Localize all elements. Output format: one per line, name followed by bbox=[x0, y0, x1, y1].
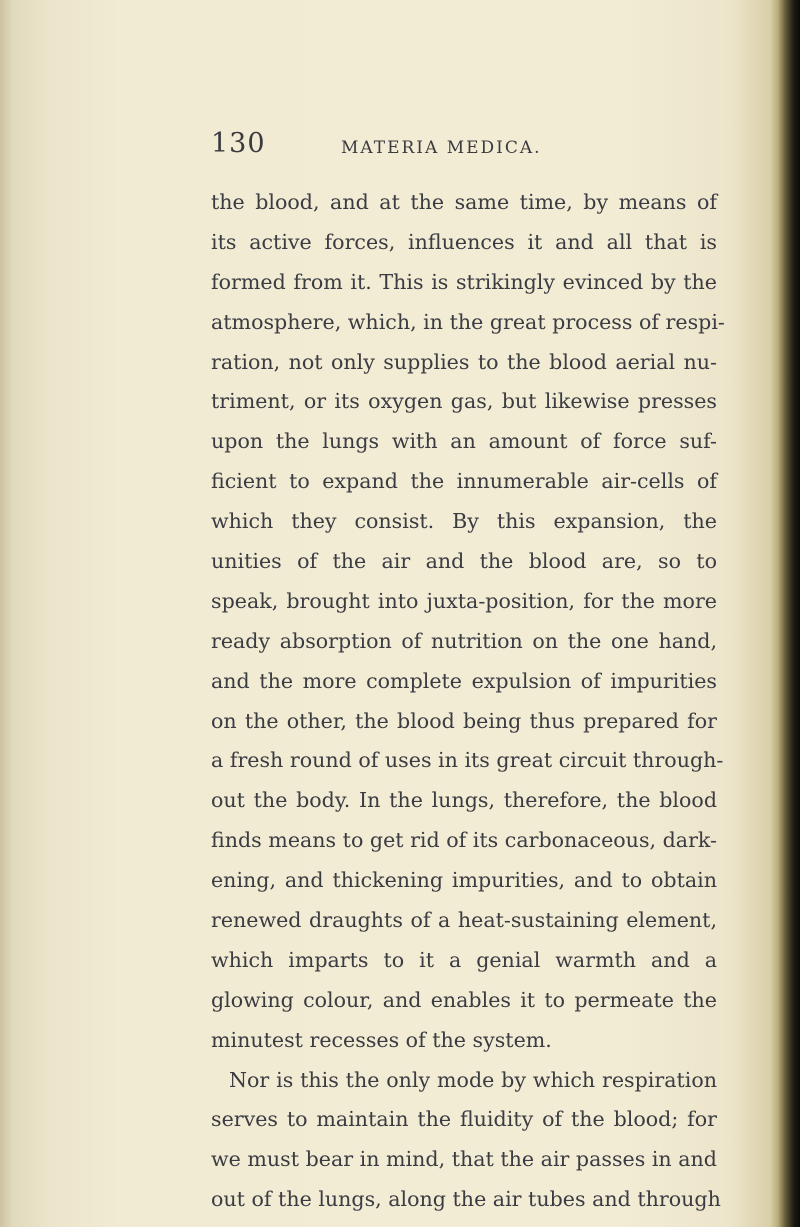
text-line: ficient to expand the innumerable air-cells of bbox=[211, 469, 717, 494]
text-line: atmosphere, which, in the great process of respi- bbox=[211, 309, 725, 334]
text-line: triment, or its oxygen gas, but likewise presses bbox=[211, 389, 717, 414]
text-line: upon the lungs with an amount of force suf- bbox=[211, 429, 717, 454]
text-line: speak, brought into juxta-position, for the more bbox=[211, 588, 717, 613]
running-head: MATERIA MEDICA. bbox=[341, 138, 542, 158]
page-header bbox=[211, 128, 711, 168]
page-edge-shadow bbox=[778, 0, 800, 1227]
text-line: unities of the air and the blood are, so to bbox=[211, 549, 717, 574]
page-number: 130 bbox=[211, 128, 266, 159]
text-line: finds means to get rid of its carbonaceous, dark- bbox=[211, 828, 717, 853]
text-line: glowing colour, and enables it to permeate the bbox=[211, 987, 717, 1012]
text-line: ration, not only supplies to the blood aerial nu- bbox=[211, 349, 717, 374]
text-line: renewed draughts of a heat-sustaining element, bbox=[211, 908, 717, 933]
text-line: a fresh round of uses in its great circuit through- bbox=[211, 748, 724, 773]
text-line: out the body. In the lungs, therefore, the blood bbox=[211, 788, 717, 813]
text-line: Nor is this the only mode by which respiration bbox=[229, 1067, 717, 1092]
text-line: and the more complete expulsion of impurities bbox=[211, 668, 717, 693]
text-line: ening, and thickening impurities, and to obtain bbox=[211, 868, 717, 893]
text-line: ready absorption of nutrition on the one hand, bbox=[211, 628, 717, 653]
text-line: its active forces, influences it and all that is bbox=[211, 229, 717, 254]
text-line: formed from it. This is strikingly evinced by the bbox=[211, 269, 717, 294]
text-line: on the other, the blood being thus prepared for bbox=[211, 708, 717, 733]
text-line: we must bear in mind, that the air passes in and bbox=[211, 1147, 717, 1172]
text-line: which imparts to it a genial warmth and a bbox=[211, 947, 717, 972]
text-line: minutest recesses of the system. bbox=[211, 1027, 552, 1052]
text-line: out of the lungs, along the air tubes and through bbox=[211, 1187, 721, 1212]
body-text bbox=[211, 183, 725, 1220]
text-line: the blood, and at the same time, by means of bbox=[211, 190, 717, 214]
page-gutter-shadow bbox=[0, 0, 48, 1227]
text-line: which they consist. By this expansion, the bbox=[211, 509, 717, 534]
text-line: serves to maintain the fluidity of the blood; for bbox=[211, 1107, 717, 1132]
